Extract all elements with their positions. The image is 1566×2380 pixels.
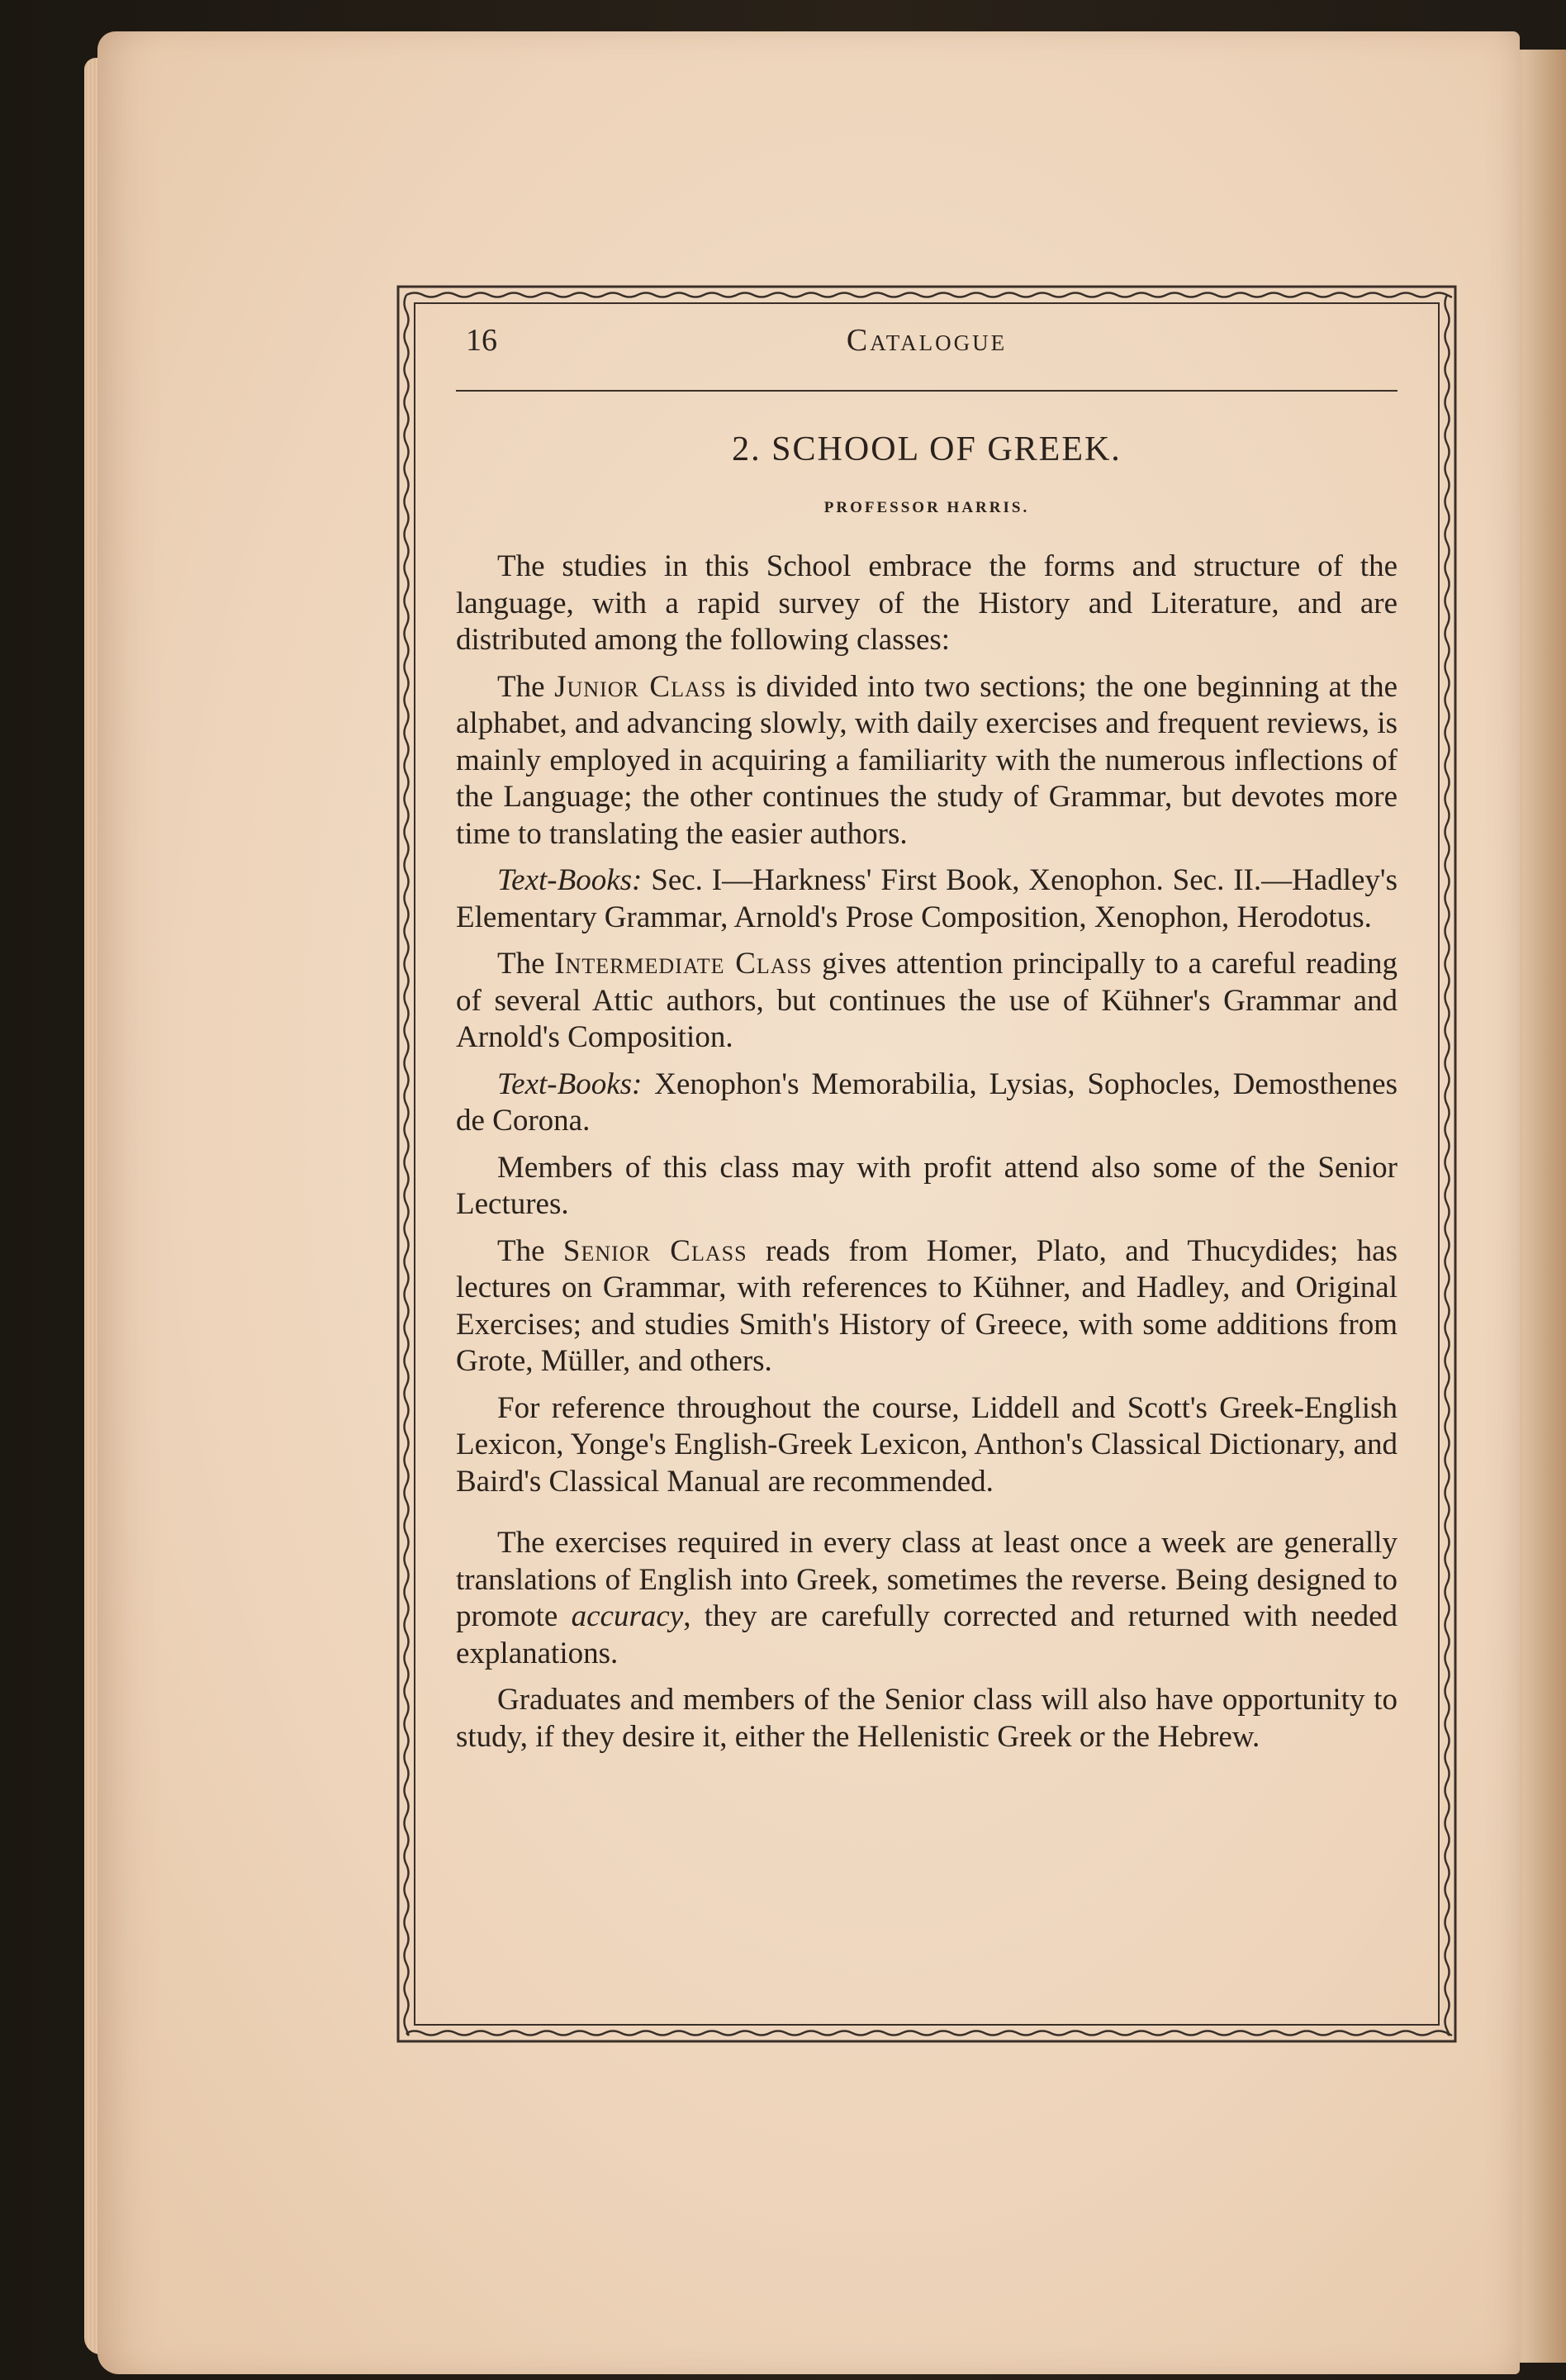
exercises-pre-text: The exercises required in every class at least once a week are generally translations of English into Greek, sometimes the reverse. Being designed to promote xyxy=(456,1526,1398,1633)
section-title: 2. SCHOOL OF GREEK. xyxy=(732,430,1122,468)
textbooks-text-2: Xenophon's Memorabilia, Lysias, Sophocles, Demosthenes de Corona. xyxy=(456,1066,1398,1138)
senior-pre-text: The xyxy=(497,1233,563,1268)
senior-class-label: Senior Class xyxy=(562,1233,747,1268)
exercises-paragraph xyxy=(456,1525,1398,1672)
header-rule xyxy=(456,390,1398,392)
professor-name: PROFESSOR HARRIS. xyxy=(823,499,1030,516)
intermediate-pre-text: The xyxy=(497,947,555,981)
textbooks-paragraph-1 xyxy=(456,862,1398,936)
intermediate-class-paragraph xyxy=(456,946,1398,1057)
intro-paragraph: The studies in this School embrace the forms and structure of the language, with a rapid survey of the History and Literature, and are distributed among the following classes: xyxy=(456,549,1398,657)
senior-class-paragraph xyxy=(456,1233,1398,1380)
junior-class-paragraph xyxy=(456,669,1398,853)
junior-class-label: Junior Class xyxy=(554,669,727,704)
intermediate-post-text: gives attention principally to a careful reading of several Attic authors, but continues the use of Kühner's Grammar and Arnold's Composition. xyxy=(456,947,1398,1054)
page-content xyxy=(456,316,1398,1755)
senior-post-text: reads from Homer, Plato, and Thucydides; has lectures on Grammar, with references to Kühner, and Hadley, and Original Exercises; and studies Smith's History of Greece, with some additions from Grote, Müller, and others. xyxy=(456,1233,1398,1378)
page-header xyxy=(456,316,1398,365)
reference-paragraph: For reference throughout the course, Liddell and Scott's Greek-English Lexicon, Yonge's English-Greek Lexicon, Anthon's Classical Dictionary, and Baird's Classical Manual are recommended. xyxy=(456,1390,1398,1499)
textbooks-label-2: Text-Books: xyxy=(497,1066,643,1101)
graduates-paragraph: Graduates and members of the Senior class will also have opportunity to study, if they desire it, either the Hellenistic Greek or the Hebrew. xyxy=(456,1683,1398,1754)
textbooks-text-1: Sec. I—Harkness' First Book, Xenophon. Sec. II.—Hadley's Elementary Grammar, Arnold's Prose Composition, Xenophon, Herodotus. xyxy=(456,863,1398,934)
junior-post-text: is divided into two sections; the one beginning at the alphabet, and advancing slowly, with daily exercises and frequent reviews, is mainly employed in acquiring a familiarity with the numerous inflections of the Language; the other continues the study of Grammar, but devotes more time to translating the easier authors. xyxy=(456,669,1398,851)
members-paragraph: Members of this class may with profit attend also some of the Senior Lectures. xyxy=(456,1150,1398,1221)
textbooks-paragraph-2 xyxy=(456,1066,1398,1140)
junior-pre-text: The xyxy=(497,669,555,704)
exercises-post-text: , they are carefully corrected and returned with needed explanations. xyxy=(456,1599,1398,1670)
accuracy-emphasis: accuracy xyxy=(571,1599,684,1633)
intermediate-class-label: Intermediate Class xyxy=(554,947,813,981)
page-number: 16 xyxy=(466,323,497,358)
running-title: Catalogue xyxy=(846,323,1008,358)
textbooks-label-1: Text-Books: xyxy=(497,863,643,897)
